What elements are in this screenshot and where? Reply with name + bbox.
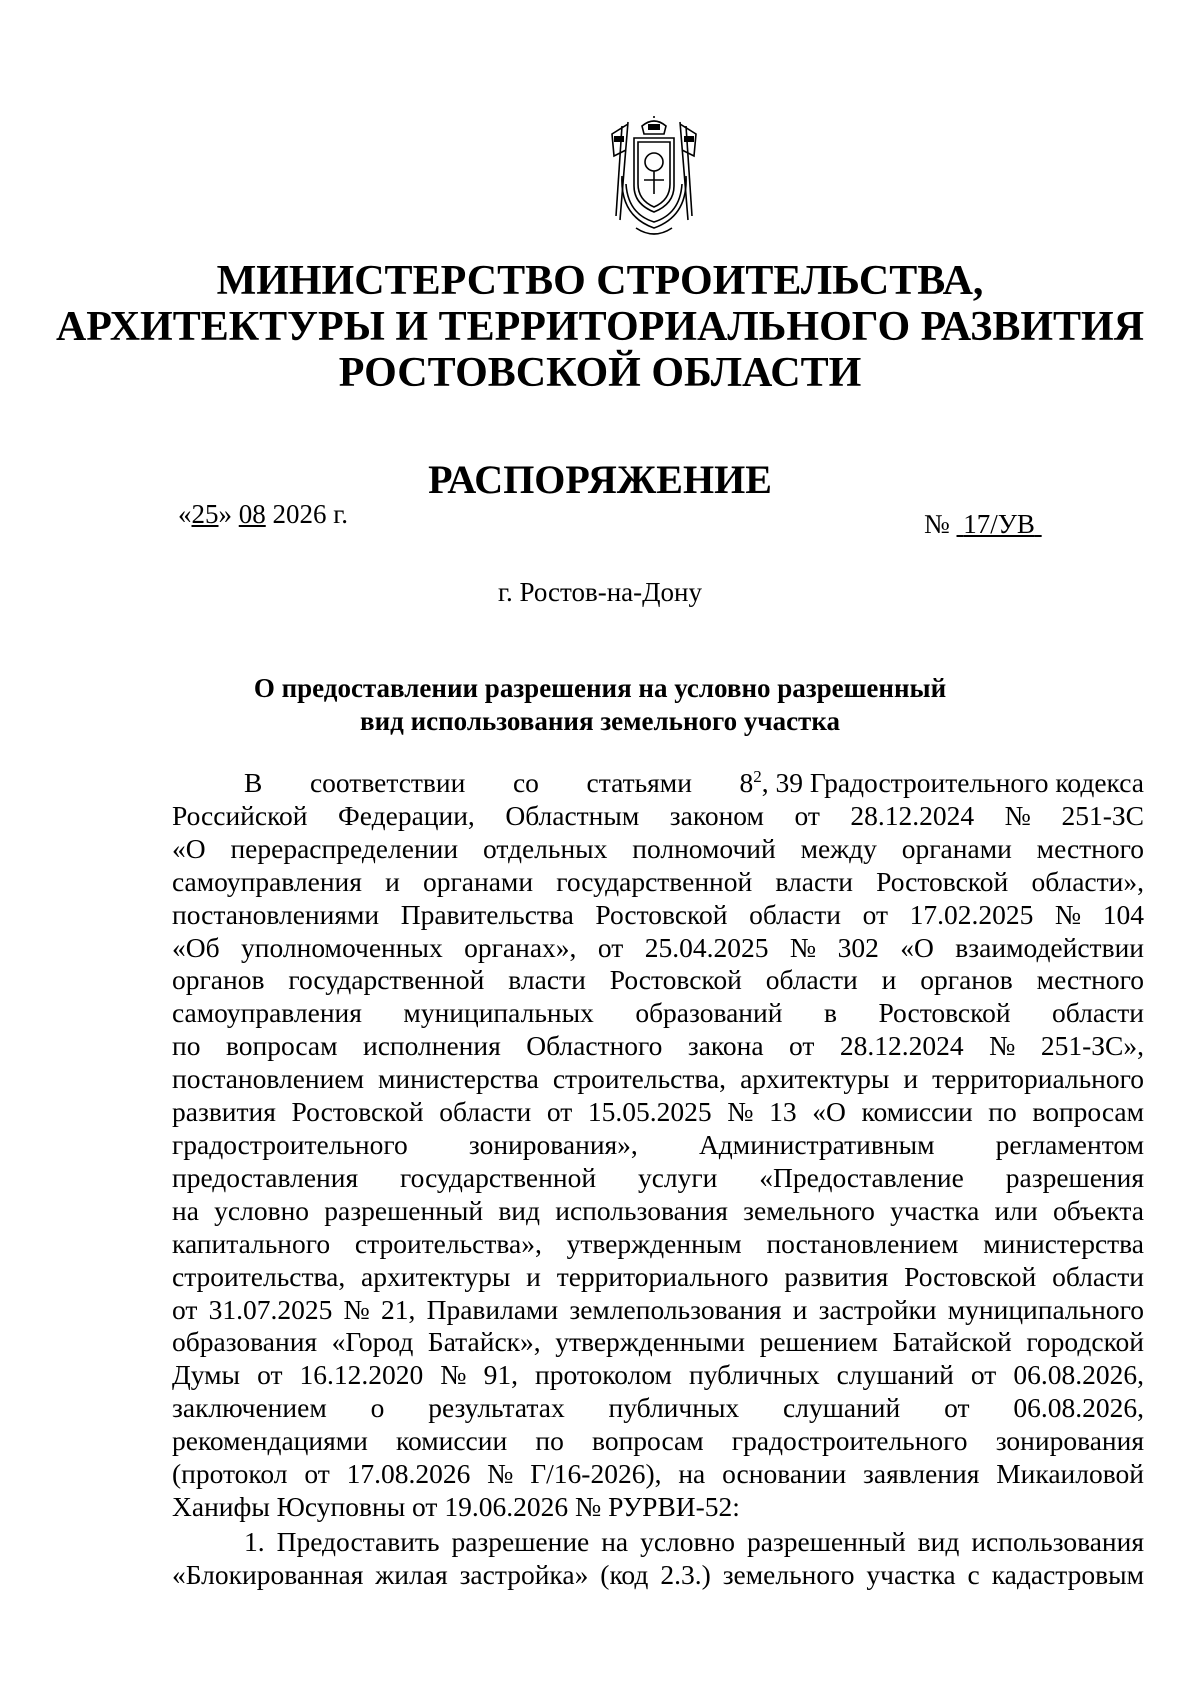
- body-line-1-word-4: статьями: [586, 767, 692, 798]
- coat-of-arms-icon: [598, 116, 710, 242]
- date-open-quote: «: [178, 499, 192, 529]
- document-date: [178, 498, 348, 530]
- body-line-2: Российской Федерации, Областным законом от 28.12.2024 № 251-ЗС: [172, 799, 1144, 831]
- body-line-7: органов государственной власти Ростовской области и органов местного: [172, 964, 1144, 996]
- title-line-1: О предоставлении разрешения на условно разрешенный: [253, 673, 947, 703]
- body-line-19: Думы от 16.12.2020 № 91, протоколом публичных слушаний от 06.08.2026,: [172, 1359, 1144, 1391]
- body-line-18: образования «Город Батайск», утвержденными решением Батайской городской: [172, 1326, 1144, 1358]
- document-number: [924, 508, 1042, 540]
- body-line-14: на условно разрешенный вид использования земельного участка или объекта: [172, 1194, 1144, 1226]
- body-line-6: «Об уполномоченных органах», от 25.04.2025 № 302 «О взаимодействии: [172, 931, 1144, 963]
- body-line-12: градостроительного зонирования», Административным регламентом: [172, 1128, 1144, 1160]
- article-superscript: 2: [753, 766, 762, 786]
- date-year: 2026 г.: [272, 499, 349, 529]
- body-line-5: постановлениями Правительства Ростовской области от 17.02.2025 № 104: [172, 898, 1144, 930]
- document-title: [0, 672, 1200, 738]
- ministry-line-2: АРХИТЕКТУРЫ И ТЕРРИТОРИАЛЬНОГО РАЗВИТИЯ: [55, 304, 1145, 350]
- body-line-1: [172, 767, 1144, 800]
- ministry-line-3: РОСТОВСКОЙ ОБЛАСТИ: [338, 350, 862, 396]
- body-line-17: от 31.07.2025 № 21, Правилами землепользования и застройки муниципального: [172, 1293, 1144, 1325]
- body-line-1-word-2: соответствии: [309, 767, 466, 798]
- title-line-2: вид использования земельного участка: [360, 706, 840, 736]
- body-line-16: строительства, архитектуры и территориального развития Ростовской области: [172, 1260, 1144, 1292]
- body-line-15: капитального строительства», утвержденным постановлением министерства: [172, 1227, 1144, 1259]
- body-line-8: самоуправления муниципальных образований в Ростовской области: [172, 997, 1144, 1029]
- body-line-23: Ханифы Юсуповны от 19.06.2026 № РУРВИ-52:: [172, 1490, 740, 1522]
- body-line-20: заключением о результатах публичных слушаний от 06.08.2026,: [172, 1392, 1144, 1424]
- ministry-line-1: МИНИСТЕРСТВО СТРОИТЕЛЬСТВА,: [216, 258, 984, 304]
- body-line-21: рекомендациями комиссии по вопросам градостроительного зонирования: [172, 1425, 1144, 1457]
- body-line-1-tail: , 39 Градостроительного кодекса: [761, 767, 1144, 798]
- body-line-1-word-3: со: [512, 767, 539, 798]
- body-line-1-rest: [740, 767, 1144, 800]
- number-value: [957, 509, 1042, 539]
- document-type: РАСПОРЯЖЕНИЕ: [428, 457, 772, 502]
- date-close-quote: »: [218, 499, 232, 529]
- body-line-3: «О перераспределении отдельных полномочий между органами местного: [172, 832, 1144, 864]
- date-month: 08: [238, 499, 266, 529]
- number-value-text: 17/УВ: [963, 509, 1035, 539]
- body-line-11: развития Ростовской области от 15.05.2025 № 13 «О комиссии по вопросам: [172, 1096, 1144, 1128]
- ministry-name: [0, 258, 1200, 396]
- body-line-1-word-1: В: [244, 767, 263, 798]
- item-1-line-1: 1. Предоставить разрешение на условно разрешенный вид использования: [244, 1525, 1144, 1557]
- item-1-line-2: «Блокированная жилая застройка» (код 2.3.) земельного участка с кадастровым: [172, 1558, 1144, 1590]
- body-line-10: постановлением министерства строительства, архитектуры и территориального: [172, 1063, 1144, 1095]
- number-label: №: [924, 509, 950, 539]
- body-line-4: самоуправления и органами государственной власти Ростовской области»,: [172, 865, 1144, 897]
- body-line-13: предоставления государственной услуги «Предоставление разрешения: [172, 1161, 1144, 1193]
- article-number: 8: [739, 767, 754, 798]
- city: г. Ростов-на-Дону: [497, 577, 702, 607]
- body-line-22: (протокол от 17.08.2026 № Г/16-2026), на основании заявления Микаиловой: [172, 1458, 1144, 1490]
- date-day: 25: [191, 499, 219, 529]
- document-body: [172, 767, 1144, 1592]
- body-line-9: по вопросам исполнения Областного закона от 28.12.2024 № 251-ЗС»,: [172, 1030, 1144, 1062]
